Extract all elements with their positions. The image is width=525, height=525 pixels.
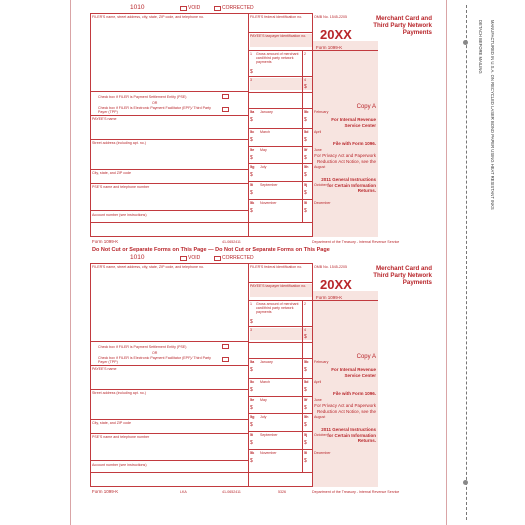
box-1-label: Gross amount of merchant card/third party network payments	[256, 302, 299, 315]
month-label: April	[314, 130, 322, 134]
cut-warning: Do Not Cut or Separate Forms on This Page — Do Not Cut or Separate Forms on This Page	[92, 247, 330, 253]
city-label: City, state, and ZIP code	[92, 421, 132, 425]
month-label: November	[260, 451, 277, 455]
footer-form: Form 1099-K	[92, 489, 119, 494]
dollar-sign: $	[304, 458, 307, 464]
copy-a-label: Copy A	[356, 354, 376, 360]
footer-form: Form 1099-K	[92, 239, 119, 244]
form-1099k	[90, 254, 432, 495]
epf-checkbox-label: Check box if FILER is Electronic Payment Facilitator (EPF)/ Third Party Payer (TPP)	[98, 106, 211, 115]
city-label: City, state, and ZIP code	[92, 171, 132, 175]
box-1-label: Gross amount of merchant card/third party network payments	[256, 52, 299, 65]
month-box-num: 5j	[304, 433, 308, 437]
form-name: Form 1099-K	[316, 295, 343, 300]
or-label: OR	[152, 101, 158, 105]
month-box-num: 5g	[250, 165, 255, 169]
box-2-label: 2	[304, 302, 306, 306]
footer-num: 5326	[278, 490, 286, 494]
dollar-sign: $	[250, 422, 253, 428]
corrected-checkbox[interactable]	[214, 256, 221, 261]
void-checkbox[interactable]	[180, 256, 187, 261]
epf-checkbox[interactable]	[222, 357, 229, 362]
form-1099k	[90, 4, 432, 245]
dollar-sign: $	[304, 137, 307, 143]
month-label: August	[314, 415, 326, 419]
month-label: June	[314, 148, 322, 152]
general-instructions-label: 2011 General Instructions for Certain Information Returns.	[321, 177, 376, 194]
dollar-sign: $	[304, 334, 307, 340]
hole-marker	[463, 40, 468, 45]
form-title: Merchant Card and Third Party Network Payments	[373, 15, 432, 37]
month-box-num: 5l	[304, 451, 308, 455]
month-box-num: 5b	[304, 110, 309, 114]
payee-tin-label: PAYEE'S taxpayer identification no.	[250, 34, 307, 38]
for-irs-label: For Internal Revenue Service Center	[331, 117, 376, 128]
month-label: July	[260, 415, 267, 419]
dollar-sign: $	[250, 319, 253, 325]
corrected-checkbox[interactable]	[214, 6, 221, 11]
void-label: VOID	[188, 5, 201, 11]
month-label: December	[314, 201, 331, 205]
dollar-sign: $	[304, 405, 307, 411]
pse-checkbox[interactable]	[222, 94, 229, 99]
month-label: September	[260, 433, 278, 437]
tax-year-prefix: 20	[320, 27, 335, 42]
box-3-label: 3	[250, 328, 252, 332]
detach-text: DETACH BEFORE MAILING	[478, 20, 483, 74]
tax-year	[320, 27, 352, 42]
month-label: May	[260, 398, 267, 402]
dollar-sign: $	[250, 387, 253, 393]
month-label: May	[260, 148, 267, 152]
month-box-num: 5a	[250, 110, 255, 114]
month-box-num: 5d	[304, 380, 309, 384]
filer-fed-id-label: FILER'S federal identification no.	[250, 15, 303, 19]
street-label: Street address (including apt. no.)	[92, 141, 146, 145]
dollar-sign: $	[304, 387, 307, 393]
shade-area	[312, 41, 378, 237]
month-box-num: 5k	[250, 201, 255, 205]
box-3-label: 3	[250, 78, 252, 82]
dollar-sign: $	[304, 172, 307, 178]
dollar-sign: $	[250, 69, 253, 75]
footer-lka: LKA	[180, 490, 187, 494]
box-2-label: 2	[304, 52, 306, 56]
box-1-num: 1	[250, 52, 252, 56]
month-box-num: 5d	[304, 130, 309, 134]
for-irs-label: For Internal Revenue Service Center	[331, 367, 376, 378]
pse-checkbox[interactable]	[222, 344, 229, 349]
footer-cat: 41-0652411	[222, 240, 241, 244]
pse-checkbox-label: Check box if FILER is Payment Settlement Entity (PSE)	[98, 345, 187, 349]
account-label: Account number (see instructions)	[92, 463, 147, 467]
month-label: December	[314, 451, 331, 455]
month-box-num: 5f	[304, 398, 308, 402]
month-box-num: 5i	[250, 183, 254, 187]
tax-year-suffix: XX	[334, 27, 352, 42]
dollar-sign: $	[250, 458, 253, 464]
dollar-sign: $	[304, 367, 307, 373]
payee-tin-label: PAYEE'S taxpayer identification no.	[250, 284, 307, 288]
month-box-num: 5a	[250, 360, 255, 364]
dollar-sign: $	[304, 84, 307, 90]
month-box-num: 5c	[250, 380, 255, 384]
omb-label: OMB No. 1545-2205	[314, 15, 347, 19]
tax-year	[320, 277, 352, 292]
dollar-sign: $	[250, 137, 253, 143]
dollar-sign: $	[304, 440, 307, 446]
shade-area	[312, 291, 378, 487]
month-label: January	[260, 110, 273, 114]
pse-checkbox-label: Check box if FILER is Payment Settlement Entity (PSE)	[98, 95, 187, 99]
month-box-num: 5b	[304, 360, 309, 364]
corrected-label: CORRECTED	[222, 255, 254, 261]
privacy-label: For Privacy Act and Paperwork Reduction Act Notice, see the	[314, 403, 376, 414]
filer-fed-id-label: FILER'S federal identification no.	[250, 265, 303, 269]
dollar-sign: $	[250, 155, 253, 161]
month-label: January	[260, 360, 273, 364]
month-box-num: 5h	[304, 165, 309, 169]
form-code: 1010	[130, 4, 145, 11]
month-label: April	[314, 380, 322, 384]
month-box-num: 5e	[250, 148, 255, 152]
epf-checkbox-label: Check box if FILER is Electronic Payment Facilitator (EPF)/ Third Party Payer (TPP)	[98, 356, 211, 365]
month-label: February	[314, 110, 329, 114]
form-title: Merchant Card and Third Party Network Payments	[373, 265, 432, 287]
month-box-num: 5c	[250, 130, 255, 134]
void-checkbox[interactable]	[180, 6, 187, 11]
privacy-label: For Privacy Act and Paperwork Reduction Act Notice, see the	[314, 153, 376, 164]
or-label: OR	[152, 351, 158, 355]
dollar-sign: $	[304, 155, 307, 161]
account-label: Account number (see instructions)	[92, 213, 147, 217]
perforation-line	[466, 5, 467, 520]
file-with-label: File with Form 1096.	[332, 391, 376, 396]
form-name: Form 1099-K	[316, 45, 343, 50]
dollar-sign: $	[304, 422, 307, 428]
payee-name-label: PAYEE'S name	[92, 367, 117, 371]
month-box-num: 5l	[304, 201, 308, 205]
street-label: Street address (including apt. no.)	[92, 391, 146, 395]
month-label: July	[260, 165, 267, 169]
month-label: August	[314, 165, 326, 169]
footer-dept: Department of the Treasury - Internal Revenue Service	[312, 240, 400, 244]
dollar-sign: $	[250, 190, 253, 196]
dollar-sign: $	[250, 208, 253, 214]
month-label: October	[314, 183, 327, 187]
month-label: October	[314, 433, 327, 437]
month-label: February	[314, 360, 329, 364]
filer-name-label: FILER'S name, street address, city, state, ZIP code, and telephone no.	[92, 15, 205, 19]
copy-a-label: Copy A	[356, 104, 376, 110]
side-margin-text	[475, 20, 483, 490]
month-box-num: 5f	[304, 148, 308, 152]
dollar-sign: $	[304, 190, 307, 196]
month-box-num: 5h	[304, 415, 309, 419]
general-instructions-label: 2011 General Instructions for Certain Information Returns.	[321, 427, 376, 444]
footer-cat: 41-0652411	[222, 490, 241, 494]
corrected-label: CORRECTED	[222, 5, 254, 11]
month-label: June	[314, 398, 322, 402]
footer-dept: Department of the Treasury - Internal Revenue Service	[312, 490, 400, 494]
dollar-sign: $	[250, 172, 253, 178]
dollar-sign: $	[250, 367, 253, 373]
dollar-sign: $	[250, 440, 253, 446]
dollar-sign: $	[304, 208, 307, 214]
box-1-num: 1	[250, 302, 252, 306]
pse-name-label: PSE'S name and telephone number	[92, 435, 150, 439]
epf-checkbox[interactable]	[222, 107, 229, 112]
month-box-num: 5i	[250, 433, 254, 437]
month-label: March	[260, 130, 270, 134]
side-margin-text-2	[487, 20, 495, 490]
pse-name-label: PSE'S name and telephone number	[92, 185, 150, 189]
month-box-num: 5j	[304, 183, 308, 187]
month-box-num: 5e	[250, 398, 255, 402]
box-4-label: 4	[304, 328, 306, 332]
manufactured-text: MANUFACTURED IN U.S.A. ON RECYCLED LASER BOND PAPER USING HEAT RESISTANT INKS	[490, 20, 495, 210]
file-with-label: File with Form 1096.	[332, 141, 376, 146]
box-4-label: 4	[304, 78, 306, 82]
filer-name-label: FILER'S name, street address, city, state, ZIP code, and telephone no.	[92, 265, 205, 269]
payee-name-label: PAYEE'S name	[92, 117, 117, 121]
dollar-sign: $	[250, 405, 253, 411]
dollar-sign: $	[250, 117, 253, 123]
month-box-num: 5k	[250, 451, 255, 455]
month-label: September	[260, 183, 278, 187]
form-code: 1010	[130, 254, 145, 261]
dollar-sign: $	[304, 117, 307, 123]
month-label: November	[260, 201, 277, 205]
month-label: March	[260, 380, 270, 384]
omb-label: OMB No. 1545-2205	[314, 265, 347, 269]
tax-year-suffix: XX	[334, 277, 352, 292]
month-box-num: 5g	[250, 415, 255, 419]
hole-marker	[463, 480, 468, 485]
void-label: VOID	[188, 255, 201, 261]
tax-year-prefix: 20	[320, 277, 335, 292]
